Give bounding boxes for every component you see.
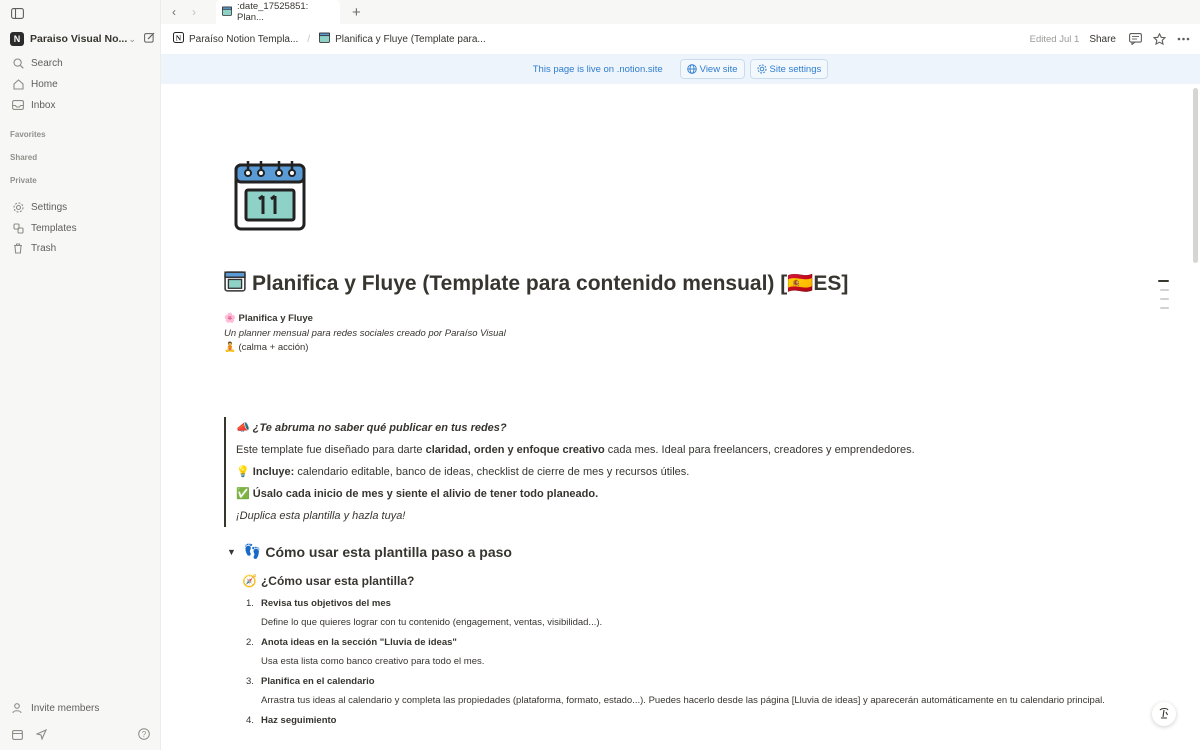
footprints-icon: 👣 (243, 543, 262, 559)
check-icon: ✅ (236, 488, 250, 500)
tab-bar (161, 0, 1200, 24)
quote-bold: Úsalo cada inicio de mes y siente el alivio de tener todo planeado. (252, 488, 599, 500)
meditation-icon: 🧘 (224, 342, 236, 353)
scrollbar-thumb[interactable] (1193, 88, 1198, 263)
step-number: 4. (246, 715, 254, 726)
sidebar-item-home[interactable] (10, 74, 58, 94)
sidebar-footer (12, 728, 150, 740)
quote-question: ¿Te abruma no saber qué publicar en tus redes? (252, 422, 507, 434)
sidebar-item-search[interactable] (10, 53, 63, 73)
site-settings-button[interactable] (750, 59, 829, 79)
step-title: Anota ideas en la sección "Lluvia de ideas" (261, 637, 457, 648)
forward-arrow-icon[interactable]: › (192, 5, 196, 19)
intro-line-1 (224, 312, 506, 327)
quote-text: cada mes. Ideal para freelancers, creadores y emprendedores. (604, 444, 915, 456)
quote-bold: claridad, orden y enfoque creativo (425, 444, 605, 456)
templates-icon (10, 223, 26, 234)
trash-icon (10, 243, 26, 254)
page-title[interactable] (224, 270, 848, 298)
header-actions (1030, 24, 1190, 54)
banner-text: This page is live on .notion.site (532, 63, 663, 75)
toc-line (1158, 280, 1169, 282)
section-private[interactable]: Private (10, 176, 37, 185)
step-desc: Arrastra tus ideas al calendario y completa las propiedades (plataforma, formato, estado...). Puedes hacerlo desde las página [Lluvia de ideas] y aparecerán automáticamente en tu calendario principal. (261, 695, 1105, 706)
gear-icon (10, 202, 26, 213)
invite-label: Invite members (31, 702, 100, 714)
sub-heading (242, 574, 414, 588)
step-desc: Define lo que quieres lograr con tu contenido (engagement, ventas, visibilidad...). (261, 617, 603, 628)
sidebar-toggle-icon[interactable] (11, 8, 24, 19)
page-header (161, 24, 1200, 54)
help-icon[interactable] (138, 728, 150, 740)
section-favorites[interactable]: Favorites (10, 130, 46, 139)
share-button[interactable]: Share (1089, 33, 1116, 45)
toc-line (1160, 298, 1169, 300)
quote-line-2 (236, 439, 1004, 461)
chevron-down-icon: ⌄ (128, 33, 136, 44)
step-number: 3. (246, 676, 254, 687)
new-tab-button[interactable]: + (352, 3, 361, 21)
sidebar (0, 0, 161, 750)
intro-bold: Planifica y Fluye (238, 313, 313, 324)
ai-assistant-button[interactable] (1152, 702, 1176, 726)
sidebar-item-templates[interactable] (10, 218, 77, 238)
person-add-icon (10, 703, 26, 714)
table-of-contents-indicator[interactable] (1158, 280, 1169, 316)
calendar-icon (319, 32, 330, 46)
list-item (246, 635, 1106, 669)
step-desc: Usa esta lista como banco creativo para todo el mes. (261, 656, 485, 667)
view-site-button[interactable] (680, 59, 745, 79)
toggle-heading[interactable] (227, 543, 512, 560)
site-live-banner (161, 54, 1200, 84)
quote-line-4 (236, 483, 1004, 505)
step-title: Revisa tus objetivos del mes (261, 598, 391, 609)
inbox-icon (10, 100, 26, 110)
calendar-page-icon[interactable] (234, 159, 306, 236)
lightbulb-icon: 💡 (236, 466, 250, 478)
quote-bold: Incluye: (252, 466, 295, 478)
workspace-switcher[interactable] (10, 29, 155, 49)
tab-active[interactable] (216, 0, 340, 24)
sidebar-item-label: Trash (31, 242, 57, 254)
new-page-icon[interactable] (144, 32, 155, 46)
back-arrow-icon[interactable]: ‹ (172, 5, 176, 19)
edited-timestamp: Edited Jul 1 (1029, 33, 1080, 45)
sub-heading-text: ¿Cómo usar esta plantilla? (260, 574, 415, 588)
sidebar-item-label: Settings (31, 201, 68, 213)
sidebar-item-trash[interactable] (10, 238, 56, 258)
section-shared[interactable]: Shared (10, 153, 38, 162)
compass-icon: 🧭 (242, 574, 257, 588)
workspace-name: Paraiso Visual No... (30, 33, 128, 45)
tab-title: :date_17525851: Plan... (237, 1, 309, 23)
megaphone-icon: 📣 (236, 422, 250, 434)
quote-block (224, 417, 1004, 527)
search-icon (10, 58, 26, 69)
quote-line-5 (236, 505, 1004, 527)
ai-face-icon (1158, 707, 1170, 721)
quote-text: Este template fue diseñado para darte (236, 444, 426, 456)
quote-line-3 (236, 461, 1004, 483)
step-title: Planifica en el calendario (261, 676, 375, 687)
notion-logo-icon (173, 32, 184, 46)
step-number: 2. (246, 637, 254, 648)
sidebar-item-label: Search (31, 57, 63, 69)
comment-icon[interactable] (1129, 33, 1142, 45)
breadcrumb-separator: / (307, 33, 311, 45)
sidebar-item-label: Home (31, 78, 58, 90)
workspace-logo-icon: N (10, 32, 24, 46)
breadcrumb-label: Planifica y Fluye (Template para... (335, 33, 486, 45)
intro-line-3 (224, 341, 506, 356)
flower-icon: 🌸 (224, 313, 236, 324)
quote-text: calendario editable, banco de ideas, checklist de cierre de mes y recursos útiles. (294, 466, 690, 478)
calendar-icon (224, 270, 246, 298)
intro-line-2: Un planner mensual para redes sociales creado por Paraíso Visual (224, 327, 506, 339)
site-settings-label: Site settings (769, 63, 822, 75)
intro-text: (calma + acción) (238, 342, 309, 353)
calendar-icon (222, 6, 232, 19)
list-item (246, 674, 1106, 708)
star-icon[interactable] (1153, 33, 1166, 45)
breadcrumb-page[interactable] (319, 32, 486, 46)
sidebar-item-label: Templates (31, 222, 77, 234)
toc-line (1160, 307, 1169, 309)
invite-members-button[interactable] (10, 698, 99, 718)
home-icon (10, 79, 26, 90)
steps-list (246, 596, 1106, 728)
page-title-text: Planifica y Fluye (Template para contenido mensual) [🇪🇸ES] (252, 272, 849, 295)
intro-block (224, 312, 506, 356)
page-content (161, 84, 1191, 750)
list-item (246, 713, 1106, 728)
send-icon[interactable] (36, 729, 47, 740)
sidebar-item-label: Inbox (31, 99, 56, 111)
sidebar-top (0, 0, 160, 24)
list-item (246, 596, 1106, 630)
gear-icon (757, 64, 767, 74)
step-title: Haz seguimiento (261, 715, 337, 726)
svg-text:N: N (175, 33, 182, 43)
svg-text:?: ? (141, 729, 147, 739)
toc-line (1160, 289, 1169, 291)
calendar-app-icon[interactable] (12, 729, 23, 740)
quote-line-1 (236, 417, 1004, 439)
sidebar-item-settings[interactable] (10, 197, 67, 217)
sidebar-item-inbox[interactable] (10, 95, 55, 115)
step-number: 1. (246, 598, 254, 609)
breadcrumb-workspace[interactable] (173, 32, 298, 46)
toggle-heading-text: Cómo usar esta plantilla paso a paso (265, 543, 512, 560)
more-options-icon[interactable] (1177, 37, 1190, 41)
breadcrumb-label: Paraíso Notion Templa... (189, 33, 299, 45)
view-site-label: View site (699, 63, 738, 75)
toggle-triangle-icon[interactable]: ▼ (227, 546, 236, 557)
globe-icon (687, 64, 697, 74)
quote-italic: ¡Duplica esta plantilla y hazla tuya! (236, 510, 406, 522)
